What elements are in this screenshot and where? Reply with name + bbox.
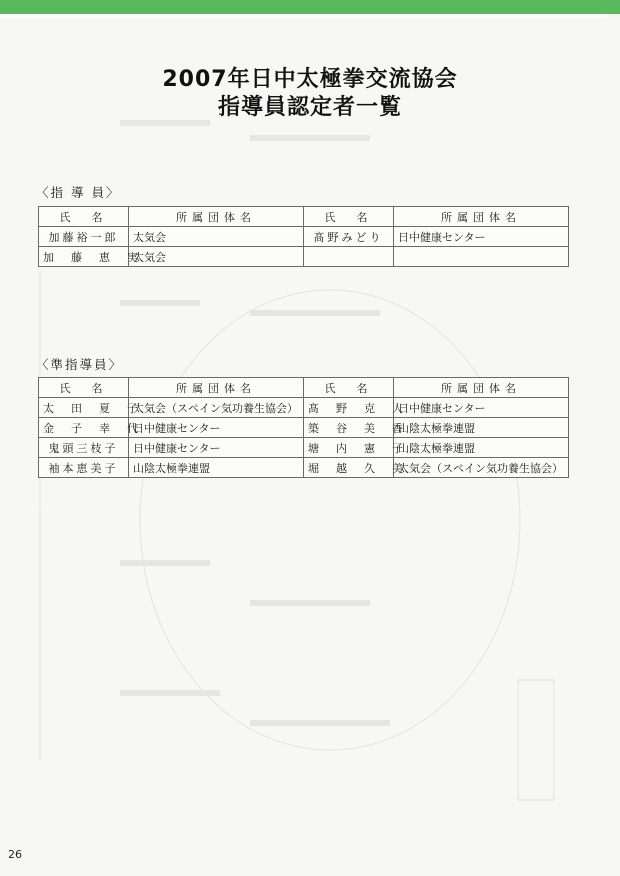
table-header-row <box>39 207 569 227</box>
table-row <box>39 438 569 458</box>
member-name: 袖本恵美子 <box>39 458 129 478</box>
table-row <box>39 227 569 247</box>
member-organization: 日中健康センター <box>129 438 304 458</box>
member-organization: 太気会 <box>129 247 304 267</box>
member-organization: 日中健康センター <box>394 227 569 247</box>
associate-instructors-section-label: 〈準指導員〉 <box>36 357 124 372</box>
table-row <box>39 247 569 267</box>
member-name: 金 子 幸 代 <box>39 418 129 438</box>
column-header-name: 氏 名 <box>304 378 394 398</box>
member-organization: 日中健康センター <box>129 418 304 438</box>
member-organization: 日中健康センター <box>394 398 569 418</box>
instructors-table <box>38 206 569 267</box>
member-name: 太 田 夏 子 <box>39 398 129 418</box>
member-name: 堀 越 久 美 <box>304 458 394 478</box>
member-organization: 山陰太極拳連盟 <box>129 458 304 478</box>
member-organization: 太気会（スペイン気功養生協会） <box>129 398 304 418</box>
member-organization: 山陰太極拳連盟 <box>394 438 569 458</box>
member-organization: 太気会（スペイン気功養生協会） <box>394 458 569 478</box>
member-name: 塘 内 憲 子 <box>304 438 394 458</box>
column-header-org: 所属団体名 <box>394 378 569 398</box>
member-name: 髙野みどり <box>304 227 394 247</box>
page-title-line2: 指導員認定者一覧 <box>217 95 402 120</box>
top-band-gap <box>0 14 606 18</box>
associate-instructors-table <box>38 377 569 478</box>
table-header-row <box>39 378 569 398</box>
member-name: 髙 野 克 人 <box>304 398 394 418</box>
column-header-org: 所属団体名 <box>129 207 304 227</box>
page-title-line1: 2007年日中太極拳交流協会 <box>162 67 458 92</box>
column-header-name: 氏 名 <box>39 378 129 398</box>
table-row <box>39 398 569 418</box>
member-name: 鬼頭三枝子 <box>39 438 129 458</box>
member-name: 加藤裕一郎 <box>39 227 129 247</box>
member-organization: 山陰太極拳連盟 <box>394 418 569 438</box>
column-header-name: 氏 名 <box>304 207 394 227</box>
member-name: 加 藤 恵 実 <box>39 247 129 267</box>
table-row <box>39 418 569 438</box>
instructors-section-label: 〈指 導 員〉 <box>36 185 121 200</box>
table-row <box>39 458 569 478</box>
column-header-org: 所属団体名 <box>129 378 304 398</box>
page-number: 26 <box>8 848 22 861</box>
member-organization: 太気会 <box>129 227 304 247</box>
member-name: 築 谷 美 香 <box>304 418 394 438</box>
member-name <box>304 247 394 267</box>
member-organization <box>394 247 569 267</box>
top-accent-band <box>0 0 620 14</box>
column-header-org: 所属団体名 <box>394 207 569 227</box>
column-header-name: 氏 名 <box>39 207 129 227</box>
